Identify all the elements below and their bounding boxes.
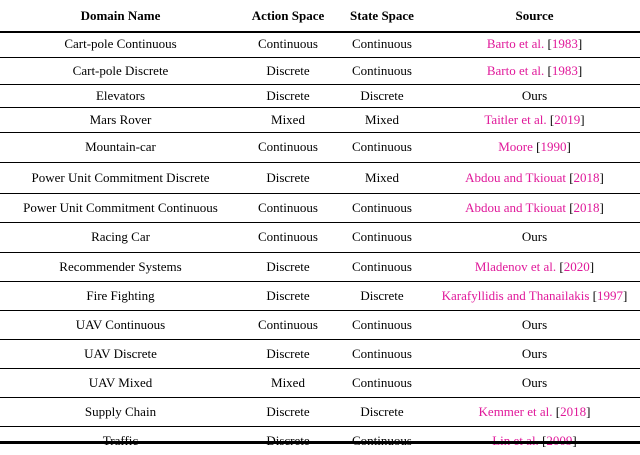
citation-authors-link[interactable]: Barto et al. <box>486 62 545 78</box>
domain-name-cell: Mountain-car <box>0 132 241 162</box>
state-space-cell: Discrete <box>335 397 429 426</box>
source-cell: Barto et al. [1983] <box>429 57 640 84</box>
citation-year-link[interactable]: 1983 <box>551 62 578 78</box>
table-row <box>0 162 640 193</box>
source-cell <box>429 222 640 252</box>
bottom-rule <box>0 441 640 444</box>
header-action-space: Action Space <box>251 7 325 23</box>
table-row <box>0 222 640 252</box>
domain-name-cell: Racing Car <box>0 222 241 252</box>
citation-authors-link[interactable]: Karafyllidis and Thanailakis <box>441 287 590 303</box>
citation-authors-link[interactable]: Barto et al. <box>486 35 545 51</box>
state-space-cell: Continuous <box>335 132 429 162</box>
citation-year-link[interactable]: 1997 <box>597 287 624 303</box>
action-space-cell: Continuous <box>241 310 335 339</box>
state-space-cell: Discrete <box>335 281 429 310</box>
action-space-cell: Continuous <box>241 132 335 162</box>
domain-name-cell: Cart-pole Continuous <box>0 31 241 57</box>
citation-authors-link[interactable]: Mladenov et al. <box>474 258 557 274</box>
table-body <box>0 31 640 455</box>
table-header <box>0 0 640 31</box>
action-space-cell: Discrete <box>241 162 335 193</box>
citation-year-link[interactable]: 2018 <box>573 169 600 185</box>
header-rule <box>0 31 640 33</box>
source-cell: Kemmer et al. [2018] <box>429 397 640 426</box>
state-space-cell: Mixed <box>335 162 429 193</box>
table-row <box>0 57 640 84</box>
source-cell: Abdou and Tkiouat [2018] <box>429 162 640 193</box>
source-cell: Moore [1990] <box>429 132 640 162</box>
citation-year-link[interactable]: 2019 <box>554 111 581 127</box>
table-row <box>0 84 640 107</box>
state-space-cell: Continuous <box>335 368 429 397</box>
domain-name-cell: Cart-pole Discrete <box>0 57 241 84</box>
domain-name-cell: Recommender Systems <box>0 252 241 281</box>
citation-year-link[interactable]: 2020 <box>563 258 590 274</box>
action-space-cell: Continuous <box>241 193 335 222</box>
action-space-cell: Discrete <box>241 339 335 368</box>
citation-authors-link[interactable]: Abdou and Tkiouat <box>465 199 566 215</box>
source-text: Ours <box>521 345 548 361</box>
domain-name-cell: Supply Chain <box>0 397 241 426</box>
source-cell: Karafyllidis and Thanailakis [1997] <box>429 281 640 310</box>
action-space-cell: Mixed <box>241 107 335 132</box>
citation-year-link[interactable]: 2018 <box>573 199 600 215</box>
source-cell <box>429 84 640 107</box>
source-cell <box>429 368 640 397</box>
state-space-cell: Continuous <box>335 339 429 368</box>
action-space-cell: Discrete <box>241 252 335 281</box>
action-space-cell: Discrete <box>241 57 335 84</box>
domain-name-cell: UAV Continuous <box>0 310 241 339</box>
source-cell: Mladenov et al. [2020] <box>429 252 640 281</box>
domain-name-cell: Fire Fighting <box>0 281 241 310</box>
header-state-space: State Space <box>350 7 414 23</box>
source-text: Ours <box>521 229 548 244</box>
source-text: Ours <box>521 316 548 332</box>
state-space-cell: Continuous <box>335 193 429 222</box>
source-cell <box>429 310 640 339</box>
table-row <box>0 132 640 162</box>
action-space-cell: Mixed <box>241 368 335 397</box>
citation-authors-link[interactable]: Kemmer et al. <box>478 403 553 419</box>
citation-authors-link[interactable]: Moore <box>498 139 533 154</box>
domain-name-cell: UAV Discrete <box>0 339 241 368</box>
source-cell: Abdou and Tkiouat [2018] <box>429 193 640 222</box>
table-row <box>0 397 640 426</box>
citation-year-link[interactable]: 1990 <box>540 139 567 154</box>
source-cell <box>429 339 640 368</box>
state-space-cell: Mixed <box>335 107 429 132</box>
action-space-cell: Discrete <box>241 397 335 426</box>
source-text: Ours <box>521 87 548 103</box>
table-row <box>0 368 640 397</box>
state-space-cell: Continuous <box>335 31 429 57</box>
citation-year-link[interactable]: 1983 <box>551 35 578 51</box>
citation-authors-link[interactable]: Taitler et al. <box>484 111 547 127</box>
state-space-cell: Continuous <box>335 222 429 252</box>
source-cell: Taitler et al. [2019] <box>429 107 640 132</box>
action-space-cell: Continuous <box>241 222 335 252</box>
table-row <box>0 252 640 281</box>
table-row <box>0 310 640 339</box>
action-space-cell: Discrete <box>241 281 335 310</box>
source-cell: Barto et al. [1983] <box>429 31 640 57</box>
domain-name-cell: UAV Mixed <box>0 368 241 397</box>
domain-name-cell: Mars Rover <box>0 107 241 132</box>
action-space-cell: Discrete <box>241 84 335 107</box>
domain-name-cell: Power Unit Commitment Continuous <box>0 193 241 222</box>
domain-name-cell: Power Unit Commitment Discrete <box>0 162 241 193</box>
table-row <box>0 107 640 132</box>
header-row <box>0 0 640 31</box>
action-space-cell: Continuous <box>241 31 335 57</box>
table-row <box>0 193 640 222</box>
state-space-cell: Discrete <box>335 84 429 107</box>
citation-year-link[interactable]: 2018 <box>560 403 587 419</box>
state-space-cell: Continuous <box>335 310 429 339</box>
source-text: Ours <box>521 374 548 390</box>
header-domain-name: Domain Name <box>80 7 161 23</box>
citation-authors-link[interactable]: Abdou and Tkiouat <box>465 169 566 185</box>
domain-name-cell: Elevators <box>0 84 241 107</box>
table-row <box>0 31 640 57</box>
table-row <box>0 339 640 368</box>
state-space-cell: Continuous <box>335 57 429 84</box>
state-space-cell: Continuous <box>335 252 429 281</box>
header-source: Source <box>515 7 554 23</box>
table-row <box>0 281 640 310</box>
